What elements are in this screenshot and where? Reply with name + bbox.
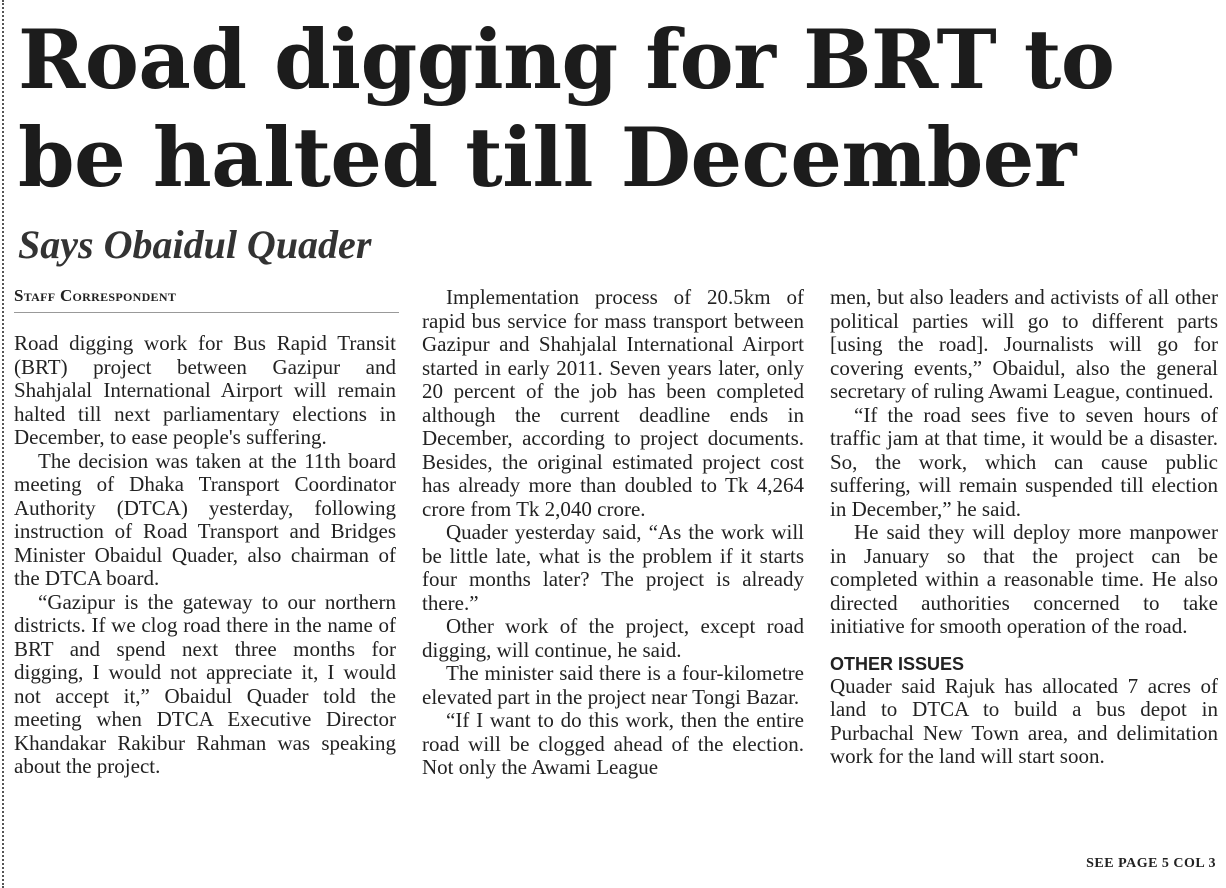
- paragraph: “Gazipur is the gateway to our northern districts. If we clog road there in the name of BRT and spend next three months for digging, I would not appreciate it, I would not accept it,” Obaidul Quader told the meeting when DTCA Executive Director Khandakar Rakibur Rahman was speaking about the project.: [14, 589, 396, 778]
- continuation-note: SEE PAGE 5 COL 3: [1086, 856, 1216, 871]
- paragraph: The decision was taken at the 11th board meeting of Dhaka Transport Coordinator Authority (DTCA) yesterday, following instruction of Road Transport and Bridges Minister Obaidul Quader, also chairman of the DTCA board.: [14, 448, 396, 590]
- section-heading: OTHER ISSUES: [830, 653, 965, 674]
- paragraph: “If I want to do this work, then the entire road will be clogged ahead of the election. Not only the Awami League: [422, 708, 804, 779]
- paragraph: The minister said there is a four-kilometre elevated part in the project near Tongi Bazar.: [422, 661, 804, 709]
- subheadline: Says Obaidul Quader: [18, 222, 372, 267]
- byline: Staff Correspondent: [14, 286, 399, 313]
- paragraph: Quader said Rajuk has allocated 7 acres of land to DTCA to build a bus depot in Purbachal New Town area, and delimitation work for the land will start soon.: [830, 673, 1218, 768]
- paragraph: men, but also leaders and activists of all other political parties will go to different parts [using the road]. Journalists will go for covering events,” Obaidul, also the general secretary of ruling Awami League, continued.: [830, 285, 1218, 403]
- clipping-edge: [2, 0, 4, 888]
- article-column-1: [14, 332, 396, 779]
- headline: Road digging for BRT to be halted till December: [18, 13, 1115, 206]
- paragraph: Other work of the project, except road digging, will continue, he said.: [422, 614, 804, 662]
- paragraph: “If the road sees five to seven hours of traffic jam at that time, it would be a disaster. So, the work, which can cause public suffering, will remain suspended till election in December,” he said.: [830, 402, 1218, 521]
- article-column-2: [422, 286, 804, 780]
- paragraph: Implementation process of 20.5km of rapid bus service for mass transport between Gazipur and Shahjalal International Airport started in early 2011. Seven years later, only 20 percent of the job has been completed although the current deadline ends in December, according to project documents. Besides, the original estimated project cost has already more than doubled to Tk 4,264 crore from Tk 2,040 crore.: [422, 285, 804, 521]
- paragraph: Road digging work for Bus Rapid Transit (BRT) project between Gazipur and Shahjalal International Airport will remain halted till next parliamentary elections in December, to ease people's suffering.: [14, 331, 396, 449]
- paragraph: Quader yesterday said, “As the work will be little late, what is the problem if it starts four months later? The project is already there.”: [422, 520, 804, 615]
- article-column-3: [830, 286, 1218, 769]
- paragraph: He said they will deploy more manpower in January so that the project can be completed within a reasonable time. He also directed authorities concerned to take initiative for smooth operation of the road.: [830, 520, 1218, 638]
